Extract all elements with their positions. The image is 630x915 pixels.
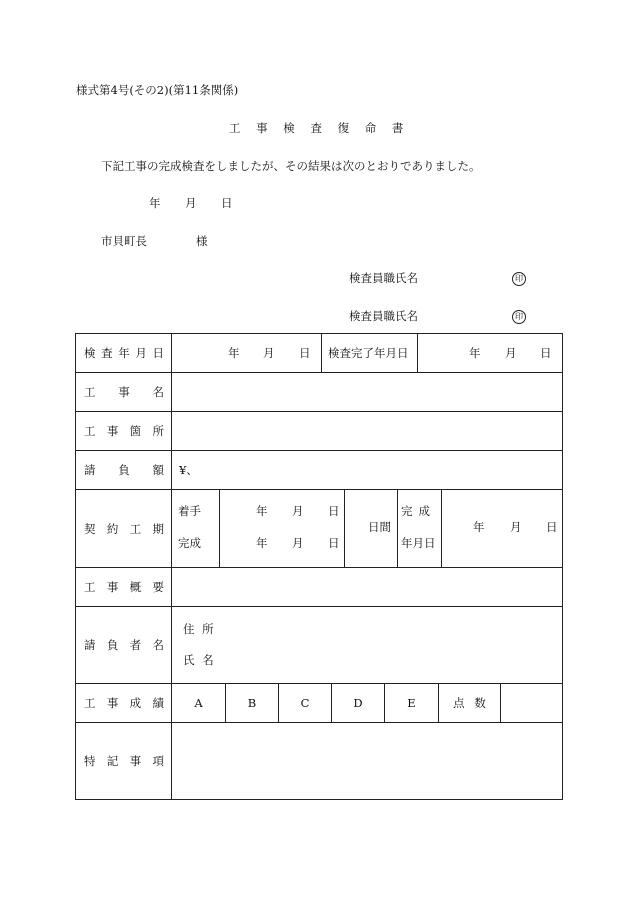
inspection-date-label: 検査年月日 bbox=[76, 334, 172, 373]
table-row bbox=[76, 684, 563, 723]
completion-date-label-cell bbox=[321, 334, 418, 372]
completion-date-label: 年月日 bbox=[401, 536, 436, 550]
date-month: 月 bbox=[185, 196, 197, 210]
contract-period-field[interactable] bbox=[172, 490, 563, 568]
grade-option-b[interactable]: B bbox=[225, 684, 278, 722]
document-title: 工 事 検 査 復 命 書 bbox=[229, 121, 404, 135]
grade-option-d[interactable]: D bbox=[331, 684, 384, 722]
completion-date-value[interactable] bbox=[418, 334, 562, 372]
date-day: 日 bbox=[546, 520, 558, 534]
seal-icon: 印 bbox=[512, 310, 526, 324]
inspector-label: 検査員職氏名 bbox=[349, 309, 418, 323]
table-row bbox=[76, 334, 563, 373]
table-row bbox=[76, 451, 563, 490]
finish-label: 完成 bbox=[178, 536, 201, 550]
addressee-name: 市貝町長 bbox=[101, 234, 147, 248]
date-month: 月 bbox=[292, 504, 304, 518]
date-year: 年 bbox=[469, 346, 481, 360]
project-location-label: 工事箇所 bbox=[76, 412, 172, 451]
contract-amount-label: 請負額 bbox=[76, 451, 172, 490]
completion-date-value[interactable] bbox=[441, 490, 562, 567]
contract-amount-field[interactable]: ¥、 bbox=[172, 451, 563, 490]
date-year: 年 bbox=[149, 196, 161, 210]
project-summary-field[interactable] bbox=[172, 568, 563, 607]
period-labels bbox=[172, 490, 219, 567]
completion-date-label: 検査完了年月日 bbox=[328, 346, 409, 360]
inspector-label: 検査員職氏名 bbox=[349, 271, 418, 285]
name-label: 氏 名 bbox=[183, 653, 214, 667]
inspection-date-value[interactable] bbox=[172, 334, 321, 372]
addressee-honorific: 様 bbox=[196, 234, 208, 248]
contract-period-label: 契約工期 bbox=[76, 490, 172, 568]
date-day: 日 bbox=[221, 196, 233, 210]
project-location-field[interactable] bbox=[172, 412, 563, 451]
date-year: 年 bbox=[256, 536, 268, 550]
date-month: 月 bbox=[292, 536, 304, 550]
date-day: 日 bbox=[299, 346, 311, 360]
grade-option-a[interactable]: A bbox=[194, 696, 203, 710]
date-year: 年 bbox=[256, 504, 268, 518]
seal-icon: 印 bbox=[512, 272, 526, 286]
date-day: 日 bbox=[540, 346, 552, 360]
date-day: 日 bbox=[328, 504, 340, 518]
date-year: 年 bbox=[228, 346, 240, 360]
date-month: 月 bbox=[263, 346, 275, 360]
grade-label: 工事成績 bbox=[76, 684, 172, 723]
days-cell[interactable] bbox=[344, 490, 397, 567]
days-label: 日間 bbox=[368, 520, 391, 534]
form-number: 様式第4号(その2)(第11条関係) bbox=[76, 83, 239, 97]
contractor-field[interactable] bbox=[172, 607, 563, 684]
project-name-label: 工事名 bbox=[76, 373, 172, 412]
grade-option-c[interactable]: C bbox=[278, 684, 331, 722]
period-dates[interactable] bbox=[219, 490, 344, 567]
table-row bbox=[76, 490, 563, 568]
project-summary-label: 工事概要 bbox=[76, 568, 172, 607]
remarks-label: 特記事項 bbox=[76, 723, 172, 800]
date-day: 日 bbox=[328, 536, 340, 550]
contractor-label: 請負者名 bbox=[76, 607, 172, 684]
points-label: 点 数 bbox=[438, 684, 500, 722]
table-row bbox=[76, 412, 563, 451]
grade-option-e[interactable]: E bbox=[384, 684, 438, 722]
table-row bbox=[76, 568, 563, 607]
table-row bbox=[76, 373, 563, 412]
start-label: 着手 bbox=[178, 504, 201, 518]
intro-text: 下記工事の完成検査をしましたが、その結果は次のとおりでありました。 bbox=[101, 159, 481, 173]
inspection-form-table bbox=[75, 333, 563, 800]
project-name-field[interactable] bbox=[172, 373, 563, 412]
points-field[interactable] bbox=[500, 684, 562, 722]
inspection-date-field[interactable] bbox=[172, 334, 563, 373]
date-year: 年 bbox=[473, 520, 485, 534]
grade-field[interactable] bbox=[172, 684, 563, 723]
remarks-field[interactable] bbox=[172, 723, 563, 800]
table-row bbox=[76, 607, 563, 684]
completion-label-cell bbox=[397, 490, 441, 567]
date-month: 月 bbox=[505, 346, 517, 360]
date-month: 月 bbox=[510, 520, 522, 534]
table-row bbox=[76, 723, 563, 800]
completion-label: 完成 bbox=[401, 504, 436, 518]
address-label: 住 所 bbox=[183, 622, 214, 636]
